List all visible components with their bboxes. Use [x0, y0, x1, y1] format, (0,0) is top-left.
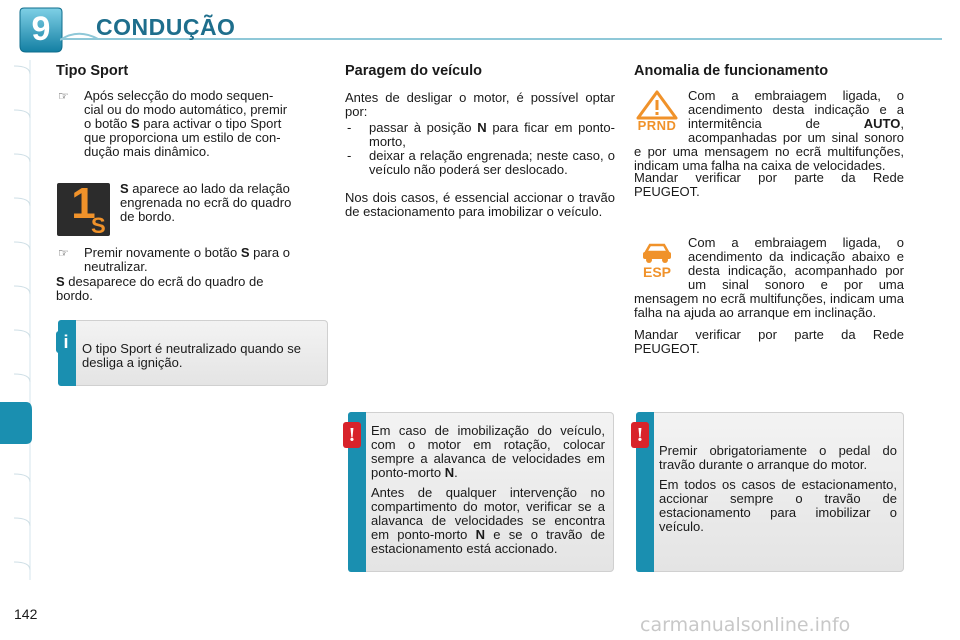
sport-disappears-paragraph: [56, 275, 326, 303]
tipo-sport-heading: Tipo Sport: [56, 63, 129, 79]
warning-paragraph: Em caso de imobilização do veículo, com o motor em rotação, colocar sempre a alavanca de velocidades em ponto-morto N.: [371, 423, 605, 480]
tipo-sport-bullet-1: [56, 89, 326, 159]
warning-paragraph: Premir obrigatoriamente o pedal do travão durante o arranque do motor.: [659, 443, 897, 472]
display-line: de bordo.: [120, 209, 175, 224]
pointer-bullet-icon: ☞: [58, 89, 69, 103]
chapter-number: 9: [31, 10, 51, 48]
bullet1-line: que proporciona um estilo de con-: [84, 130, 281, 145]
paragem-intro: Antes de desligar o motor, é possível optar por:: [345, 90, 615, 119]
tipo-sport-bullet-2: [56, 246, 326, 274]
bullet2-line: neutralizar.: [84, 259, 148, 274]
bullet1-line: Após selecção do modo sequen-: [84, 88, 274, 103]
page-title: CONDUÇÃO: [96, 14, 236, 40]
paragem-item-1: - passar à posição N para ficar em ponto-morto,: [347, 120, 615, 149]
anomalia-heading: Anomalia de funcionamento: [634, 63, 829, 79]
para-line: S desaparece do ecrã do quadro de: [56, 274, 264, 289]
info-note-text: O tipo Sport é neutralizado quando se desliga a ignição.: [82, 341, 301, 370]
anomalia-2-text: Com a embraiagem ligada, o acendimento da indicação abaixo e desta indicação, acompanhado por um sinal sonoro e por uma mensagem no ecrã multifunções, indicam uma falha na ajuda ao arranque em inclinação.: [634, 235, 904, 320]
info-icon: i: [56, 331, 76, 353]
bullet1-line: o botão S para activar o tipo Sport: [84, 116, 282, 131]
paragem-item-2: - deixar a relação engrenada; neste caso, o veículo não poderá ser deslocado.: [347, 148, 615, 177]
paragem-heading: Paragem do veículo: [345, 63, 482, 79]
anomalia-1-action: Mandar verificar por parte da Rede PEUGEOT.: [634, 170, 904, 199]
warning-icon: !: [631, 422, 649, 448]
info-note-bar: [58, 320, 76, 386]
bullet1-line: cial ou do modo automático, premir: [84, 102, 288, 117]
bullet1-line: dução mais dinâmico.: [84, 144, 210, 159]
bullet2-line: Premir novamente o botão S para o: [84, 245, 290, 260]
para-line: bordo.: [56, 288, 93, 303]
paragem-paragraph: Nos dois casos, é essencial accionar o travão de estacionamento para imobilizar o veículo.: [345, 190, 615, 219]
warning-paragraph: Em todos os casos de estacionamento, accionar sempre o travão de estacionamento para imobilizar o veículo.: [659, 477, 897, 534]
warning-engine-text: [371, 424, 605, 556]
display-line: S aparece ao lado da relação: [120, 181, 290, 196]
sport-letter: S: [91, 213, 106, 238]
watermark: carmanualsonline.info: [640, 614, 851, 636]
page-number: 142: [14, 606, 38, 622]
prnd-label: PRND: [637, 118, 677, 133]
warning-paragraph: Antes de qualquer intervenção no compartimento do motor, verificar se a alavanca de velocidades se encontra em ponto-morto N e se o travão de estacionamento está accionado.: [371, 485, 606, 556]
display-description: [120, 182, 326, 224]
esp-label: ESP: [642, 264, 671, 280]
header-swoosh: [60, 30, 100, 44]
anomalia-2-action: Mandar verificar por parte da Rede PEUGEOT.: [634, 327, 904, 356]
anomalia-1-text: Com a embraiagem ligada, o acendimento desta indicação e a intermitência de AUTO, acompanhadas por um sinal sonoro e por uma mensagem no ecrã multifunções, indicam uma falha na caixa de velocidades.: [634, 88, 904, 173]
side-tab-active: [0, 402, 32, 444]
gear-digit: 1: [71, 179, 96, 228]
side-tab-strip: [0, 60, 34, 580]
sport-display-image: [57, 179, 110, 238]
warning-brake-text: [659, 444, 897, 534]
warning-icon: !: [343, 422, 361, 448]
pointer-bullet-icon: ☞: [58, 246, 69, 260]
chapter-badge: [18, 6, 64, 54]
display-line: engrenada no ecrã do quadro: [120, 195, 292, 210]
